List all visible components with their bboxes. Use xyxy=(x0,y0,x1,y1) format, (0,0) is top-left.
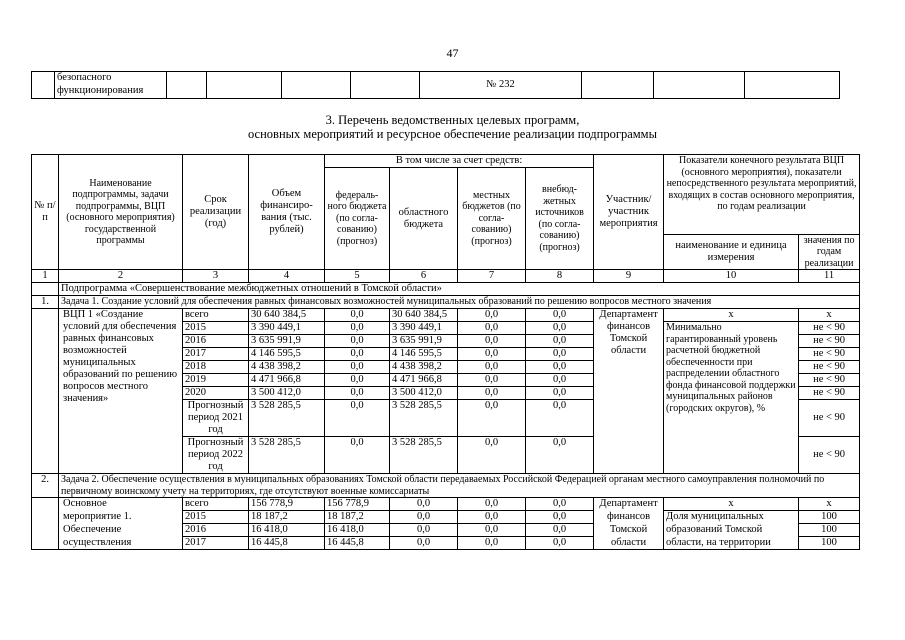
table-row xyxy=(32,537,860,550)
volume-cell: 18 187,2 xyxy=(249,511,325,524)
task1-num: 1. xyxy=(32,296,59,309)
task1-title: Задача 1. Создание условий для обеспечения равных финансовых возможностей муниципальных образований по решению вопросов местного значения xyxy=(59,296,860,309)
task2-participant: Томской xyxy=(594,524,664,537)
term-cell: 2016 xyxy=(183,335,249,348)
federal-cell: 156 778,9 xyxy=(325,498,390,511)
regional-cell: 4 146 595,5 xyxy=(390,348,458,361)
header-offbudget: внебюд-жетных источников (по согла-сованию) (прогноз) xyxy=(526,168,594,270)
task2-item-name: мероприятие 1. xyxy=(59,511,183,524)
regional-cell: 3 528 285,5 xyxy=(390,437,458,474)
local-cell: 0,0 xyxy=(458,537,526,550)
regional-cell: 0,0 xyxy=(390,524,458,537)
top-continuation-table xyxy=(31,71,840,99)
term-cell: всего xyxy=(183,309,249,322)
header-indicators: Показатели конечного результата ВЦП (основного мероприятия), показатели непосредственного результата мероприятий, входящих в состав основного мероприятия, по годам реализации xyxy=(664,155,860,235)
regional-cell: 4 438 398,2 xyxy=(390,361,458,374)
col-number: 9 xyxy=(594,270,664,283)
local-cell: 0,0 xyxy=(458,348,526,361)
federal-cell: 0,0 xyxy=(325,309,390,322)
top-cell-text-1: безопасного xyxy=(55,72,167,86)
federal-cell: 0,0 xyxy=(325,400,390,437)
local-cell: 0,0 xyxy=(458,374,526,387)
program-table xyxy=(31,154,860,550)
col-number: 11 xyxy=(799,270,860,283)
local-cell: 0,0 xyxy=(458,400,526,437)
federal-cell: 0,0 xyxy=(325,374,390,387)
value-cell: не < 90 xyxy=(799,387,860,400)
term-cell: 2017 xyxy=(183,348,249,361)
section-title xyxy=(0,113,905,141)
term-cell: Прогнозный период 2022 год xyxy=(183,437,249,474)
task2-indicator: образований Томской xyxy=(664,524,799,537)
volume-cell: 156 778,9 xyxy=(249,498,325,511)
federal-cell: 0,0 xyxy=(325,437,390,474)
header-local: местных бюджетов (по согла-сованию) (прогноз) xyxy=(458,168,526,270)
federal-cell: 0,0 xyxy=(325,335,390,348)
task1-ind-header: х xyxy=(664,309,799,322)
header-federal: федераль-ного бюджета (по согла-сованию) (прогноз) xyxy=(325,168,390,270)
term-cell: Прогнозный период 2021 год xyxy=(183,400,249,437)
task1-indicator: Минимально гарантированный уровень расчетной бюджетной обеспеченности при распределении областного фонда финансовой поддержки муниципальных районов (городских округов), % xyxy=(664,322,799,474)
regional-cell: 3 500 412,0 xyxy=(390,387,458,400)
task2-item-name: Основное xyxy=(59,498,183,511)
table-row xyxy=(32,309,860,322)
offbudget-cell: 0,0 xyxy=(526,374,594,387)
value-cell: х xyxy=(799,309,860,322)
regional-cell: 3 390 449,1 xyxy=(390,322,458,335)
value-cell: 100 xyxy=(799,511,860,524)
volume-cell: 4 438 398,2 xyxy=(249,361,325,374)
task2-participant: области xyxy=(594,537,664,550)
local-cell: 0,0 xyxy=(458,361,526,374)
offbudget-cell: 0,0 xyxy=(526,498,594,511)
subprogram-title: Подпрограмма «Совершенствование межбюджетных отношений в Томской области» xyxy=(59,283,860,296)
regional-cell: 3 635 991,9 xyxy=(390,335,458,348)
section-title-line-1: 3. Перечень ведомственных целевых программ, xyxy=(325,113,580,127)
col-number: 3 xyxy=(183,270,249,283)
regional-cell: 0,0 xyxy=(390,511,458,524)
federal-cell: 0,0 xyxy=(325,322,390,335)
volume-cell: 16 418,0 xyxy=(249,524,325,537)
col-number: 1 xyxy=(32,270,59,283)
regional-cell: 3 528 285,5 xyxy=(390,400,458,437)
header-incl: В том числе за счет средств: xyxy=(325,155,594,168)
col-number: 7 xyxy=(458,270,526,283)
section-title-line-2: основных мероприятий и ресурсное обеспечение реализации подпрограммы xyxy=(248,127,657,141)
offbudget-cell: 0,0 xyxy=(526,348,594,361)
volume-cell: 3 528 285,5 xyxy=(249,400,325,437)
term-cell: 2015 xyxy=(183,511,249,524)
regional-cell: 4 471 966,8 xyxy=(390,374,458,387)
col-number: 4 xyxy=(249,270,325,283)
federal-cell: 16 418,0 xyxy=(325,524,390,537)
header-name: Наименование подпрограммы, задачи подпрограммы, ВЦП (основного мероприятия) государственной программы xyxy=(59,155,183,270)
task1-item-name: ВЦП 1 «Создание условий для обеспечения равных финансовых возможностей муниципальных образований по решению вопросов местного значения» xyxy=(59,309,183,474)
volume-cell: 4 471 966,8 xyxy=(249,374,325,387)
offbudget-cell: 0,0 xyxy=(526,537,594,550)
value-cell: не < 90 xyxy=(799,361,860,374)
volume-cell: 16 445,8 xyxy=(249,537,325,550)
offbudget-cell: 0,0 xyxy=(526,322,594,335)
volume-cell: 30 640 384,5 xyxy=(249,309,325,322)
header-term: Срок реализации (год) xyxy=(183,155,249,270)
local-cell: 0,0 xyxy=(458,511,526,524)
volume-cell: 3 390 449,1 xyxy=(249,322,325,335)
task2-title: Задача 2. Обеспечение осуществления в муниципальных образованиях Томской области передаваемых Российской Федерацией органам местного самоуправления полномочий по первичному воинскому учету на территориях, где отсутствуют военные комиссариаты xyxy=(59,474,860,498)
value-cell: х xyxy=(799,498,860,511)
regional-cell: 30 640 384,5 xyxy=(390,309,458,322)
term-cell: 2017 xyxy=(183,537,249,550)
federal-cell: 0,0 xyxy=(325,348,390,361)
header-volume: Объем финансиро-вания (тыс. рублей) xyxy=(249,155,325,270)
offbudget-cell: 0,0 xyxy=(526,511,594,524)
table-row xyxy=(32,498,860,511)
value-cell: не < 90 xyxy=(799,322,860,335)
value-cell: не < 90 xyxy=(799,437,860,474)
term-cell: 2016 xyxy=(183,524,249,537)
federal-cell: 18 187,2 xyxy=(325,511,390,524)
value-cell: не < 90 xyxy=(799,400,860,437)
term-cell: 2020 xyxy=(183,387,249,400)
task2-indicator: Доля муниципальных xyxy=(664,511,799,524)
task1-participant: Департамент финансов Томской области xyxy=(594,309,664,474)
task2-participant: финансов xyxy=(594,511,664,524)
federal-cell: 0,0 xyxy=(325,361,390,374)
task2-num: 2. xyxy=(32,474,59,498)
task2-indicator: области, на территории xyxy=(664,537,799,550)
value-cell: не < 90 xyxy=(799,374,860,387)
volume-cell: 3 500 412,0 xyxy=(249,387,325,400)
col-number: 5 xyxy=(325,270,390,283)
header-ind-name: наименование и единица измерения xyxy=(664,234,799,270)
local-cell: 0,0 xyxy=(458,335,526,348)
header-regional: областного бюджета xyxy=(390,168,458,270)
federal-cell: 16 445,8 xyxy=(325,537,390,550)
local-cell: 0,0 xyxy=(458,524,526,537)
table-row xyxy=(32,524,860,537)
table-row xyxy=(32,511,860,524)
header-ind-values: значения по годам реализации xyxy=(799,234,860,270)
top-cell-text-2: функционирования xyxy=(55,85,167,99)
local-cell: 0,0 xyxy=(458,387,526,400)
regional-cell: 0,0 xyxy=(390,498,458,511)
col-number: 8 xyxy=(526,270,594,283)
header-participant: Участник/ участник мероприятия xyxy=(594,155,664,270)
regional-cell: 0,0 xyxy=(390,537,458,550)
col-number: 6 xyxy=(390,270,458,283)
task2-indicator: х xyxy=(664,498,799,511)
offbudget-cell: 0,0 xyxy=(526,524,594,537)
term-cell: 2018 xyxy=(183,361,249,374)
term-cell: 2015 xyxy=(183,322,249,335)
offbudget-cell: 0,0 xyxy=(526,400,594,437)
local-cell: 0,0 xyxy=(458,309,526,322)
federal-cell: 0,0 xyxy=(325,387,390,400)
volume-cell: 3 635 991,9 xyxy=(249,335,325,348)
offbudget-cell: 0,0 xyxy=(526,437,594,474)
volume-cell: 4 146 595,5 xyxy=(249,348,325,361)
local-cell: 0,0 xyxy=(458,498,526,511)
top-cell-number: № 232 xyxy=(420,72,582,99)
volume-cell: 3 528 285,5 xyxy=(249,437,325,474)
value-cell: не < 90 xyxy=(799,348,860,361)
task2-item-name: Обеспечение xyxy=(59,524,183,537)
header-num: № п/п xyxy=(32,155,59,270)
col-number: 2 xyxy=(59,270,183,283)
offbudget-cell: 0,0 xyxy=(526,361,594,374)
term-cell: 2019 xyxy=(183,374,249,387)
page-number: 47 xyxy=(446,46,459,60)
value-cell: не < 90 xyxy=(799,335,860,348)
local-cell: 0,0 xyxy=(458,322,526,335)
task2-participant: Департамент xyxy=(594,498,664,511)
task2-item-name: осуществления xyxy=(59,537,183,550)
col-number: 10 xyxy=(664,270,799,283)
term-cell: всего xyxy=(183,498,249,511)
value-cell: 100 xyxy=(799,537,860,550)
local-cell: 0,0 xyxy=(458,437,526,474)
offbudget-cell: 0,0 xyxy=(526,309,594,322)
offbudget-cell: 0,0 xyxy=(526,335,594,348)
offbudget-cell: 0,0 xyxy=(526,387,594,400)
value-cell: 100 xyxy=(799,524,860,537)
